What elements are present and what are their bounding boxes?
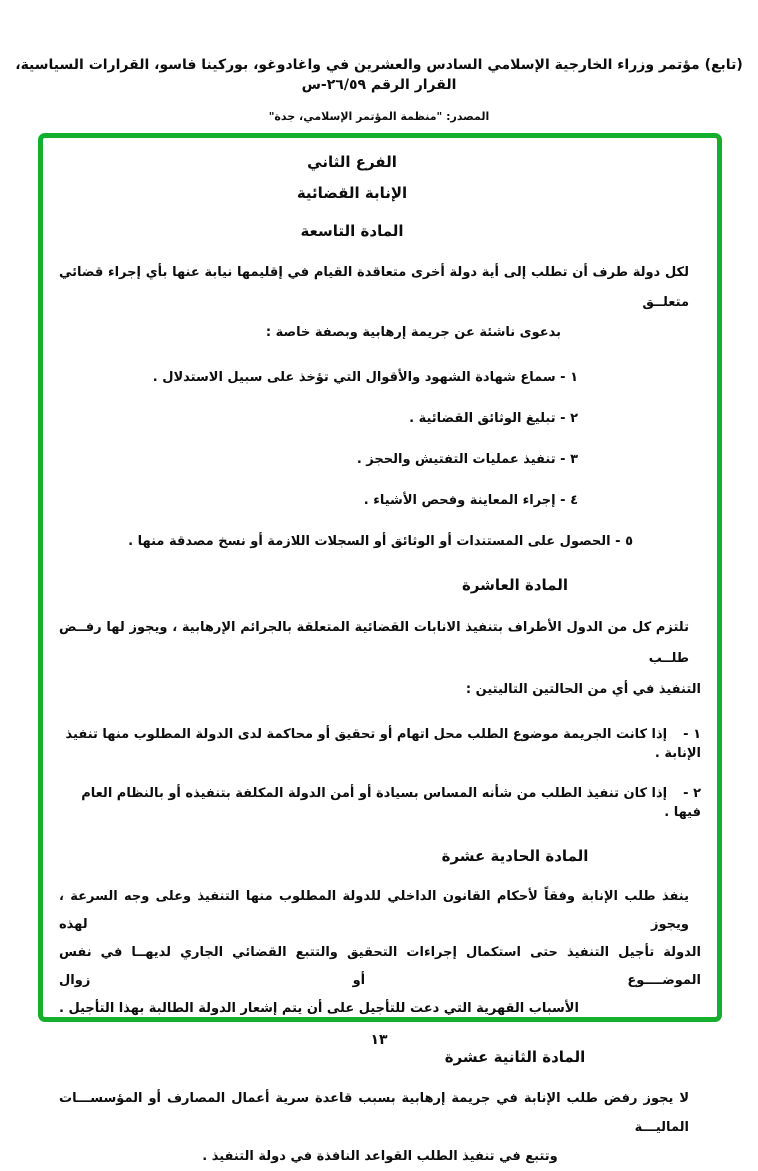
paragraph-line: الدولة تأجيل التنفيذ حتى استكمال إجراءات التحقيق والتتبع القضائي الجاري لديهــا في نفس الموضــــوع أو زوال	[59, 945, 701, 988]
section-subtitle: الإنابة القضائية	[296, 184, 408, 202]
list-item: ٢ - تبليغ الوثائق القضائية .	[409, 411, 578, 426]
paragraph-line: بدعوى ناشئة عن جريمة إرهابية وبصفة خاصة :	[265, 325, 561, 340]
list-item: ٥ - الحصول على المستندات أو الوثائق أو السجلات اللازمة أو نسخ مصدقة منها .	[128, 534, 633, 549]
document-header	[0, 55, 758, 125]
article9-title: المادة التاسعة	[300, 222, 404, 240]
article10-title: المادة العاشرة	[461, 576, 569, 594]
article11-body	[59, 883, 701, 1023]
item-text: إذا كانت الجريمة موضوع الطلب محل اتهام أو تحقيق أو محاكمة لدى الدولة المطلوب منها تنفيذ الإنابة .	[65, 727, 701, 761]
paragraph-line: لا يجوز رفض طلب الإنابة في جريمة إرهابية بسبب قاعدة سرية أعمال المصارف أو المؤسســـات الماليـــة	[59, 1091, 689, 1135]
list-item: ٣ - تنفيذ عمليات التفتيش والحجز .	[356, 452, 578, 467]
header-title: (تابع) مؤتمر وزراء الخارجية الإسلامي السادس والعشرين في واغادوغو، بوركينا فاسو، القرارات السياسية، القرار الرقم ٢٦/٥٩-س	[15, 57, 743, 93]
paragraph-line: وتتبع في تنفيذ الطلب القواعد النافذة في دولة التنفيذ .	[202, 1149, 558, 1164]
item-marker: ١ -	[683, 727, 701, 742]
paragraph-line: لكل دولة طرف أن تطلب إلى أية دولة أخرى متعاقدة القيام في إقليمها نيابة عنها بأي إجراء قضائي متعلــق	[59, 265, 689, 310]
article10-items	[59, 725, 701, 822]
page-number: ١٣	[370, 1032, 388, 1048]
article9-intro	[59, 258, 701, 348]
item-marker: ٢ -	[683, 786, 701, 801]
article12-title: المادة الثانية عشرة	[444, 1048, 586, 1066]
article9-items	[59, 368, 701, 551]
list-item	[59, 725, 701, 763]
list-item	[59, 784, 701, 822]
list-item: ١ - سماع شهادة الشهود والأقوال التي تؤخذ على سبيل الاستدلال .	[152, 370, 578, 385]
paragraph-line: التنفيذ في أي من الحالتين التاليتين :	[465, 682, 701, 697]
header-source: المصدر: "منظمة المؤتمر الإسلامي، جدة"	[268, 110, 490, 123]
paragraph-line: الأسباب القهرية التي دعت للتأجيل على أن يتم إشعار الدولة الطالبة بهذا التأجيل .	[59, 1001, 579, 1016]
list-item: ٤ - إجراء المعاينة وفحص الأشياء .	[363, 493, 578, 508]
item-text: إذا كان تنفيذ الطلب من شأنه المساس بسيادة أو أمن الدولة المكلفة بتنفيذه أو بالنظام العام فيها .	[81, 786, 701, 820]
paragraph-line: ينفذ طلب الإنابة وفقاً لأحكام القانون الداخلي للدولة المطلوب منها التنفيذ وعلى وجه السرعة ، ويجوز لهذه	[59, 889, 689, 932]
article12-body	[59, 1084, 701, 1171]
paragraph-line: تلتزم كل من الدول الأطراف بتنفيذ الانابات القضائية المتعلقة بالجرائم الإرهابية ، ويجوز لها رفــض طلــب	[59, 620, 689, 666]
section-title: الفرع الثاني	[307, 153, 397, 171]
article11-title: المادة الحادية عشرة	[441, 847, 589, 865]
article10-intro	[59, 612, 701, 705]
